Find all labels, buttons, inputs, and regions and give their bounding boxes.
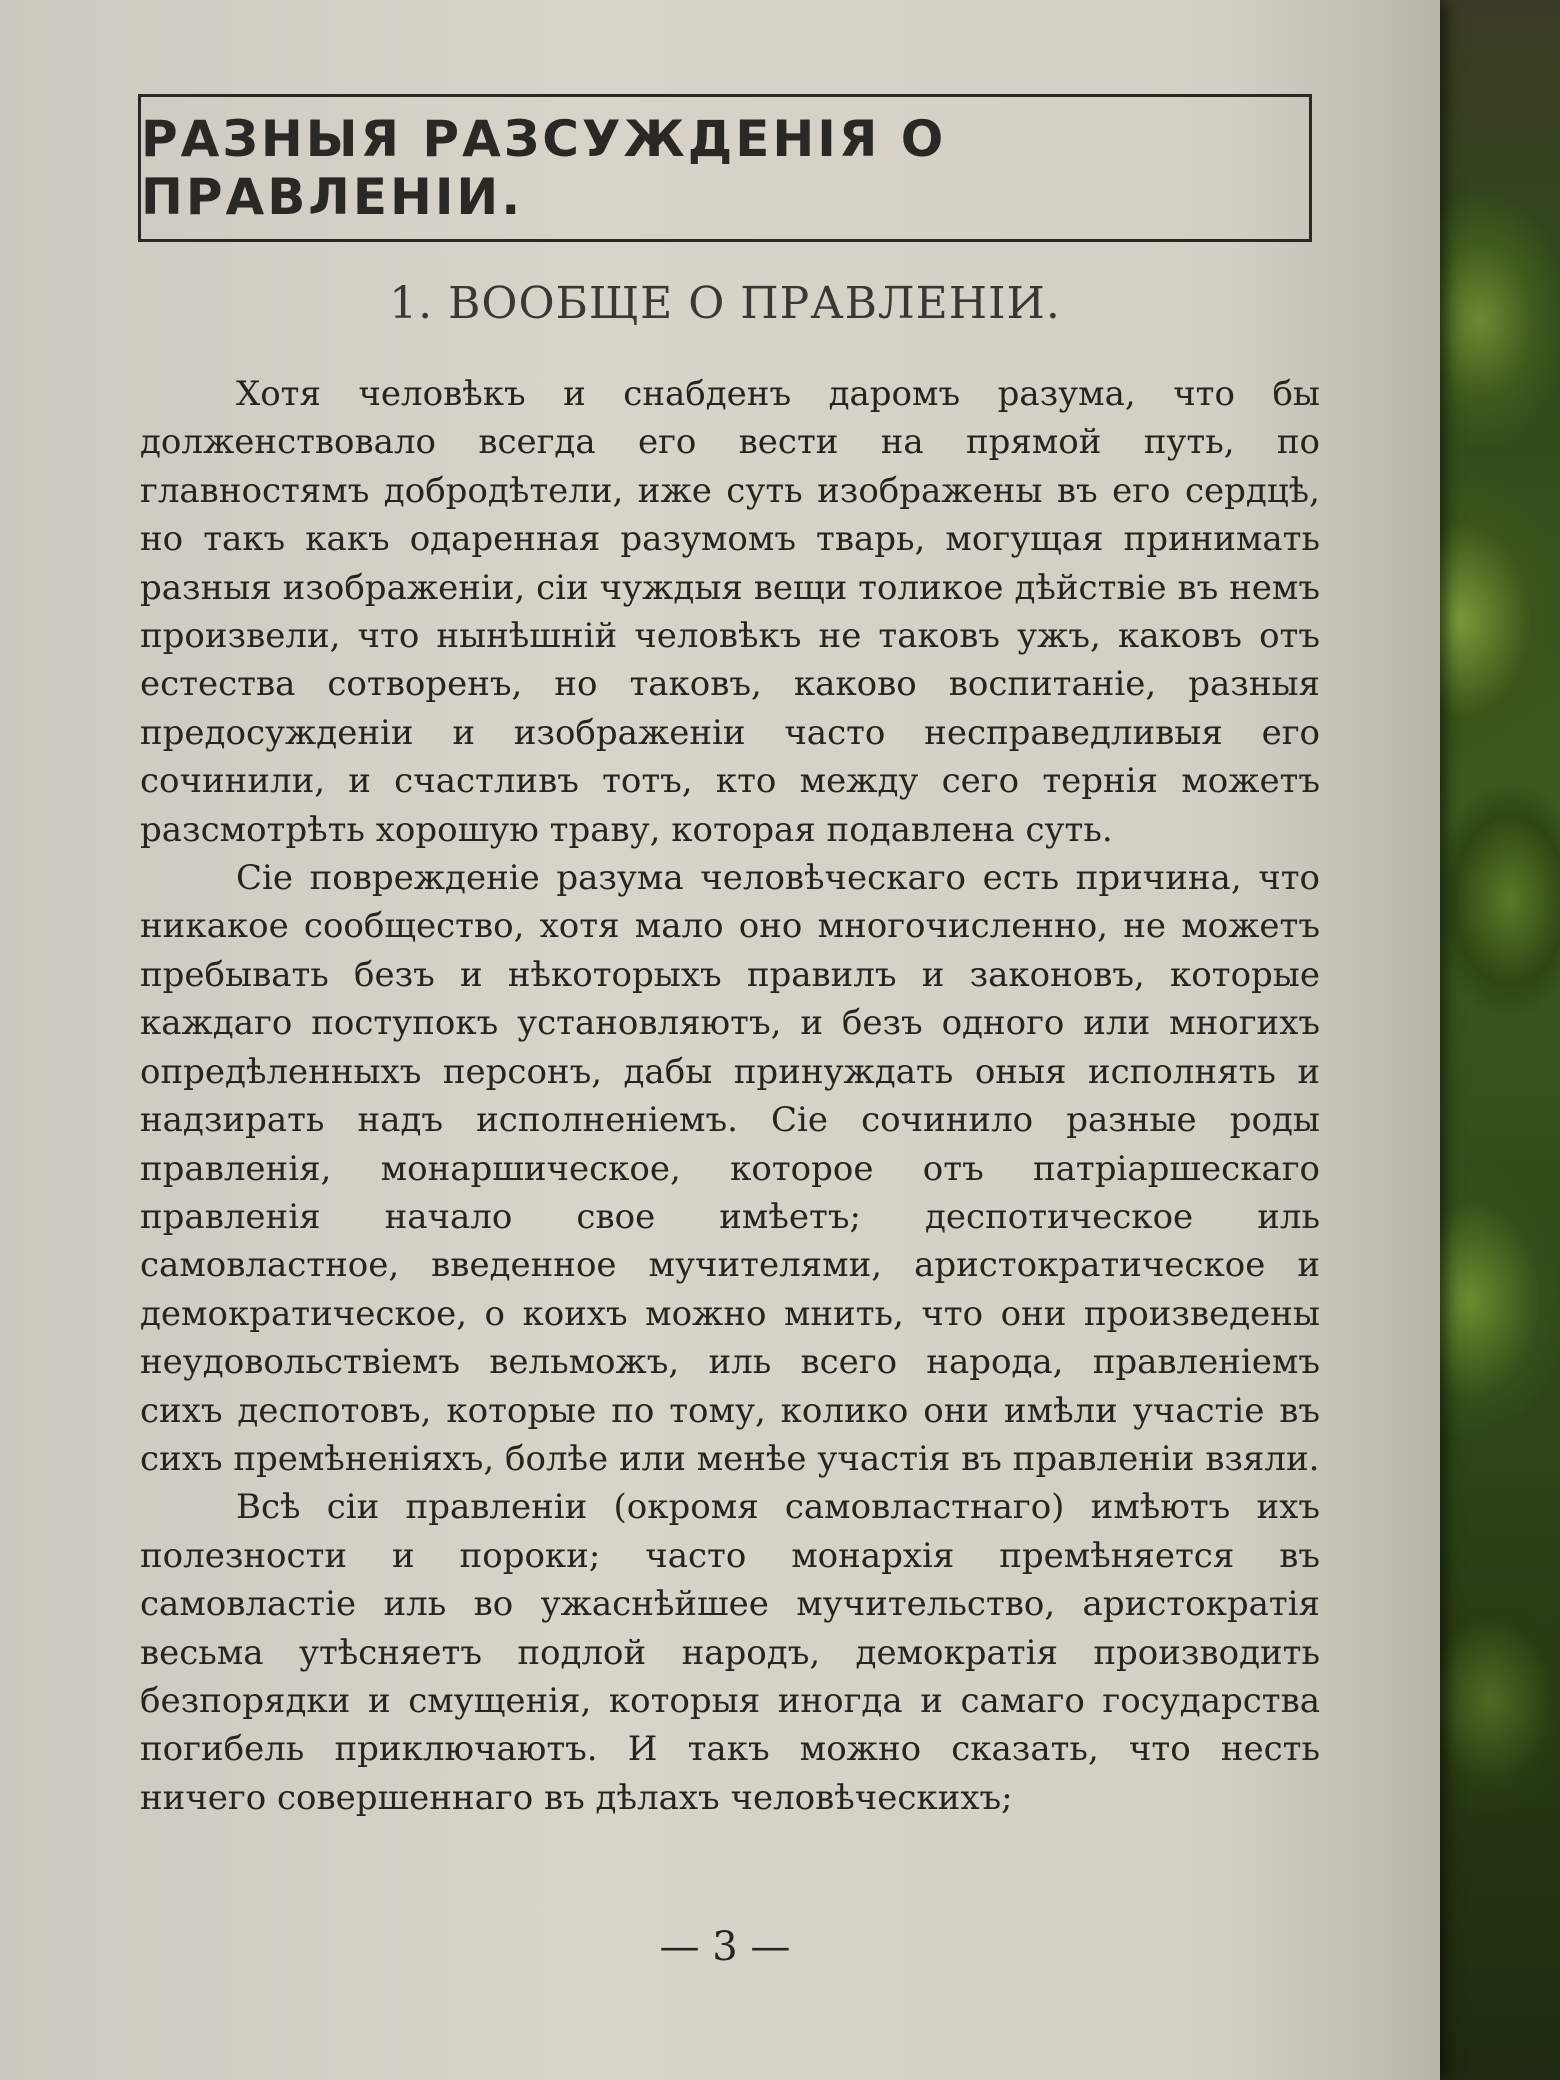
- heading-frame: [138, 94, 1312, 242]
- chapter-heading: РАЗНЫЯ РАЗСУЖДЕНІЯ О ПРАВЛЕНІИ.: [141, 110, 947, 226]
- page-number: — 3 —: [659, 1924, 791, 1970]
- paragraph-2: Сіе поврежденіе разума человѣческаго есть причина, что никакое сообщество, хотя мало оно многочисленно, не можетъ пребывать безъ и нѣкоторыхъ правилъ и законовъ, которые каждаго поступокъ установляютъ, и безъ одного или многихъ опредѣленныхъ персонъ, дабы принуждать оныя исполнять и надзирать надъ исполненіемъ. Сіе сочинило разные роды правленія, монаршическое, которое отъ патріаршескаго правленія начало свое имѣетъ; деспотическое иль самовластное, введенное мучителями, аристократическое и демократическое, о коихъ можно мнить, что они произведены неудовольствіемъ вельможъ, иль всего народа, правленіемъ сихъ деспотовъ, которые по тому, колико они имѣли участіе въ сихъ премѣненіяхъ, болѣе или менѣе участія въ правленіи взяли.: [140, 858, 1320, 1479]
- body-text: [140, 370, 1320, 1822]
- paragraph-1: Хотя человѣкъ и снабденъ даромъ разума, что бы долженствовало всегда его вести на прямой путь, по главностямъ добродѣтели, иже суть изображены въ его сердцѣ, но такъ какъ одаренная разумомъ тварь, могущая принимать разныя изображеніи, сіи чуждыя вещи толикое дѣйствіе въ немъ произвели, что нынѣшній человѣкъ не таковъ ужъ, каковъ отъ естества сотворенъ, но таковъ, каково воспитаніе, разныя предосужденіи и изображеніи часто несправедливыя его сочинили, и счастливъ тотъ, кто между сего тернія можетъ разсмотрѣть хорошую траву, которая подавлена суть.: [140, 374, 1320, 850]
- paragraph-3: Всѣ сіи правленіи (окромя самовластнаго) имѣютъ ихъ полезности и пороки; часто монархія премѣняется въ самовластіе иль во ужаснѣйшее мучительство, аристократія весьма утѣсняетъ подлой народъ, демократія производить безпорядки и смущенія, которыя иногда и самаго государства погибель приключаютъ. И такъ можно сказать, что несть ничего совершеннаго въ дѣлахъ человѣческихъ;: [140, 1487, 1320, 1818]
- section-title: 1. ВООБЩЕ О ПРАВЛЕНІИ.: [389, 278, 1061, 329]
